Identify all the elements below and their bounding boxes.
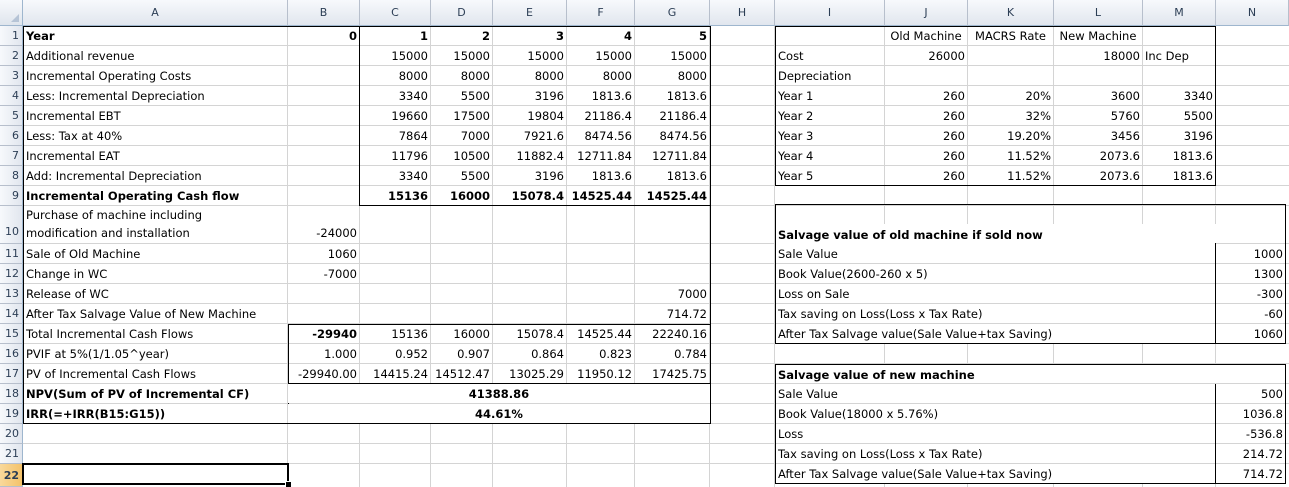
cell-g16[interactable]: 0.784: [674, 347, 707, 361]
column-header-e[interactable]: E: [493, 0, 567, 26]
cell-f3[interactable]: 8000: [602, 69, 632, 83]
pv-cash-flows-label[interactable]: PV of Incremental Cash Flows: [26, 367, 196, 381]
cell-c16[interactable]: 0.952: [395, 347, 428, 361]
cell-b12[interactable]: -7000: [323, 267, 357, 281]
cell-g5[interactable]: 21186.4: [659, 109, 707, 123]
column-header-h[interactable]: H: [710, 0, 775, 26]
cell-e16[interactable]: 0.864: [531, 347, 564, 361]
fill-handle[interactable]: [285, 481, 292, 487]
cell-f4[interactable]: 1813.6: [591, 89, 632, 103]
npv-label[interactable]: NPV(Sum of PV of Incremental CF): [26, 387, 250, 401]
column-header-b[interactable]: B: [288, 0, 360, 26]
year-5[interactable]: 5: [698, 29, 707, 43]
cell-e15[interactable]: 15078.4: [516, 327, 564, 341]
npv-value[interactable]: 41388.86: [288, 384, 710, 403]
row-header-19[interactable]: 19: [0, 404, 23, 424]
cell-c7[interactable]: 11796: [391, 149, 428, 163]
salvage-new-item-value[interactable]: 500: [1261, 387, 1283, 401]
cell-c2[interactable]: 15000: [391, 49, 428, 63]
row-header-12[interactable]: 12: [0, 264, 23, 284]
eat-label[interactable]: Incremental EAT: [26, 149, 120, 163]
cell-g2[interactable]: 15000: [670, 49, 707, 63]
depr-year4-label[interactable]: Year 4: [778, 149, 814, 163]
cell-d2[interactable]: 15000: [453, 49, 490, 63]
sale-old-machine-label[interactable]: Sale of Old Machine: [26, 247, 141, 261]
cell-e2[interactable]: 15000: [527, 49, 564, 63]
cell-f6[interactable]: 8474.56: [584, 129, 632, 143]
gridline: [774, 26, 775, 487]
cell-g9[interactable]: 14525.44: [646, 189, 707, 203]
cost-label[interactable]: Cost: [778, 49, 804, 63]
cell-g6[interactable]: 8474.56: [659, 129, 707, 143]
column-header-c[interactable]: C: [360, 0, 431, 26]
cell-d9[interactable]: 16000: [449, 189, 490, 203]
irr-value[interactable]: 44.61%: [288, 404, 710, 423]
depr-year5-rate[interactable]: 11.52%: [1007, 169, 1051, 183]
operating-cash-flow-label[interactable]: Incremental Operating Cash flow: [26, 189, 240, 203]
cell-d5[interactable]: 17500: [453, 109, 490, 123]
depr-year3-old[interactable]: 260: [943, 129, 965, 143]
row-header-8[interactable]: 8: [0, 166, 23, 186]
salvage-old-item-value[interactable]: 1060: [1253, 327, 1283, 341]
cell-c17[interactable]: 14415.24: [373, 367, 428, 381]
depr-year3-inc[interactable]: 3196: [1183, 129, 1213, 143]
cell-c4[interactable]: 3340: [398, 89, 428, 103]
row-header-2[interactable]: 2: [0, 46, 23, 66]
cell-e8[interactable]: 3196: [534, 169, 564, 183]
depr-year4-inc[interactable]: 1813.6: [1172, 149, 1213, 163]
purchase-label-line2[interactable]: modification and installation: [24, 224, 287, 243]
cell-g8[interactable]: 1813.6: [666, 169, 707, 183]
depr-year2-rate[interactable]: 32%: [1025, 109, 1051, 123]
depr-year5-label[interactable]: Year 5: [778, 169, 814, 183]
column-header-g[interactable]: G: [635, 0, 710, 26]
less-depreciation-label[interactable]: Less: Incremental Depreciation: [26, 89, 205, 103]
depr-year2-old[interactable]: 260: [943, 109, 965, 123]
selected-cell-a22[interactable]: [22, 463, 289, 485]
salvage-new-item-label[interactable]: Loss: [776, 424, 1216, 443]
row-header-21[interactable]: 21: [0, 444, 23, 464]
release-wc-label[interactable]: Release of WC: [26, 287, 109, 301]
salvage-new-item-value[interactable]: -536.8: [1245, 427, 1283, 441]
cell-f2[interactable]: 15000: [595, 49, 632, 63]
cell-g7[interactable]: 12711.84: [652, 149, 707, 163]
column-header-m[interactable]: M: [1143, 0, 1216, 26]
column-header-a[interactable]: A: [23, 0, 288, 26]
cell-f15[interactable]: 14525.44: [577, 327, 632, 341]
irr-label[interactable]: IRR(=+IRR(B15:G15)): [26, 407, 166, 421]
row-header-9[interactable]: 9: [0, 186, 23, 206]
depreciation-label[interactable]: Depreciation: [778, 69, 852, 83]
cell-c5[interactable]: 19660: [391, 109, 428, 123]
inc-dep-header[interactable]: Inc Dep: [1145, 49, 1189, 63]
salvage-old-item-value[interactable]: 1300: [1253, 267, 1283, 281]
depr-year4-old[interactable]: 260: [943, 149, 965, 163]
column-header-n[interactable]: N: [1216, 0, 1289, 26]
cell-b15[interactable]: -29940: [312, 327, 357, 341]
salvage-old-item-value[interactable]: -60: [1264, 307, 1283, 321]
add-depreciation-label[interactable]: Add: Incremental Depreciation: [26, 169, 202, 183]
cell-d6[interactable]: 7000: [460, 129, 490, 143]
cell-e17[interactable]: 13025.29: [509, 367, 564, 381]
cell-e9[interactable]: 15078.4: [511, 189, 564, 203]
cell-e4[interactable]: 3196: [534, 89, 564, 103]
row-header-5[interactable]: 5: [0, 106, 23, 126]
cell-f7[interactable]: 12711.84: [577, 149, 632, 163]
cell-f16[interactable]: 0.823: [599, 347, 632, 361]
row-header-10[interactable]: 10: [0, 206, 23, 244]
cell-d4[interactable]: 5500: [460, 89, 490, 103]
salvage-old-item-label[interactable]: Loss on Sale: [776, 284, 1216, 303]
salvage-old-item-value[interactable]: 1000: [1253, 247, 1283, 261]
row-header-4[interactable]: 4: [0, 86, 23, 106]
salvage-new-item-value[interactable]: 214.72: [1242, 447, 1283, 461]
ebt-label[interactable]: Incremental EBT: [26, 109, 121, 123]
salvage-old-item-label[interactable]: Sale Value: [776, 244, 1216, 263]
cell-c6[interactable]: 7864: [398, 129, 428, 143]
cell-d3[interactable]: 8000: [460, 69, 490, 83]
cell-f5[interactable]: 21186.4: [584, 109, 632, 123]
depr-year4-new[interactable]: 2073.6: [1099, 149, 1140, 163]
depr-year5-new[interactable]: 2073.6: [1099, 169, 1140, 183]
cell-d17[interactable]: 14512.47: [435, 367, 490, 381]
cell-e3[interactable]: 8000: [534, 69, 564, 83]
row-header-6[interactable]: 6: [0, 126, 23, 146]
year-label[interactable]: Year: [26, 29, 55, 43]
depr-year2-inc[interactable]: 5500: [1183, 109, 1213, 123]
column-header-k[interactable]: K: [968, 0, 1054, 26]
cost-new[interactable]: 18000: [1103, 49, 1140, 63]
depr-year2-label[interactable]: Year 2: [778, 109, 814, 123]
year-1[interactable]: 1: [419, 29, 428, 43]
depr-year3-rate[interactable]: 19.20%: [1007, 129, 1051, 143]
year-4[interactable]: 4: [623, 29, 632, 43]
depr-year1-inc[interactable]: 3340: [1183, 89, 1213, 103]
cell-c15[interactable]: 15136: [391, 327, 428, 341]
row-header-16[interactable]: 16: [0, 344, 23, 364]
salvage-new-item-value[interactable]: 1036.8: [1242, 407, 1283, 421]
depr-year3-new[interactable]: 3456: [1110, 129, 1140, 143]
cell-e7[interactable]: 11882.4: [516, 149, 564, 163]
cell-f17[interactable]: 11950.12: [577, 367, 632, 381]
salvage-old-item-label[interactable]: Tax saving on Loss(Loss x Tax Rate): [776, 304, 1216, 323]
column-header-j[interactable]: J: [885, 0, 968, 26]
depr-year5-old[interactable]: 260: [943, 169, 965, 183]
row-header-1[interactable]: 1: [0, 26, 23, 46]
cell-b17[interactable]: -29940.00: [297, 367, 357, 381]
depr-year1-label[interactable]: Year 1: [778, 89, 814, 103]
total-cash-flows-label[interactable]: Total Incremental Cash Flows: [26, 327, 194, 341]
salvage-new-item-label[interactable]: Sale Value: [776, 384, 1216, 403]
column-header-d[interactable]: D: [431, 0, 493, 26]
old-machine-header[interactable]: Old Machine: [890, 29, 962, 43]
depr-year1-rate[interactable]: 20%: [1025, 89, 1051, 103]
depr-year4-rate[interactable]: 11.52%: [1007, 149, 1051, 163]
row-header-17[interactable]: 17: [0, 364, 23, 384]
cell-b10[interactable]: -24000: [316, 226, 357, 240]
new-machine-header[interactable]: New Machine: [1059, 29, 1137, 43]
column-header-l[interactable]: L: [1054, 0, 1143, 26]
change-wc-label[interactable]: Change in WC: [26, 267, 108, 281]
purchase-label-line1[interactable]: Purchase of machine including: [24, 206, 287, 224]
after-tax-salvage-label[interactable]: After Tax Salvage Value of New Machine: [26, 307, 257, 321]
operating-costs-label[interactable]: Incremental Operating Costs: [26, 69, 192, 83]
depr-year3-label[interactable]: Year 3: [778, 129, 814, 143]
year-2[interactable]: 2: [481, 29, 490, 43]
row-header-11[interactable]: 11: [0, 244, 23, 264]
column-header-i[interactable]: I: [775, 0, 885, 26]
salvage-old-item-value[interactable]: -300: [1256, 287, 1283, 301]
row-header-14[interactable]: 14: [0, 304, 23, 324]
column-header-f[interactable]: F: [567, 0, 635, 26]
depr-year2-new[interactable]: 5760: [1110, 109, 1140, 123]
row-header-13[interactable]: 13: [0, 284, 23, 304]
cell-e6[interactable]: 7921.6: [523, 129, 564, 143]
row-header-22[interactable]: 22: [0, 464, 23, 487]
row-header-7[interactable]: 7: [0, 146, 23, 166]
salvage-new-item-label[interactable]: After Tax Salvage value(Sale Value+tax Saving): [776, 464, 1216, 483]
row-header-20[interactable]: 20: [0, 424, 23, 444]
row-header-18[interactable]: 18: [0, 384, 23, 404]
cell-b11[interactable]: 1060: [327, 247, 357, 261]
cell-c8[interactable]: 3340: [398, 169, 428, 183]
cell-g14[interactable]: 714.72: [666, 307, 707, 321]
pvif-label[interactable]: PVIF at 5%(1/1.05^year): [26, 347, 169, 361]
year-3[interactable]: 3: [555, 29, 564, 43]
cell-g17[interactable]: 17425.75: [652, 367, 707, 381]
depr-year5-inc[interactable]: 1813.6: [1172, 169, 1213, 183]
salvage-old-item-label[interactable]: After Tax Salvage value(Sale Value+tax Saving): [776, 324, 1216, 343]
year-0[interactable]: 0: [348, 29, 357, 43]
salvage-new-item-label[interactable]: Tax saving on Loss(Loss x Tax Rate): [776, 444, 1216, 463]
salvage-new-title[interactable]: Salvage value of new machine: [776, 365, 1216, 383]
cell-e5[interactable]: 19804: [527, 109, 564, 123]
cell-g13[interactable]: 7000: [677, 287, 707, 301]
cell-d15[interactable]: 16000: [453, 327, 490, 341]
cost-old[interactable]: 26000: [928, 49, 965, 63]
additional-revenue-label[interactable]: Additional revenue: [26, 49, 135, 63]
cell-g3[interactable]: 8000: [677, 69, 707, 83]
cell-c9[interactable]: 15136: [387, 189, 428, 203]
depr-year1-new[interactable]: 3600: [1110, 89, 1140, 103]
row-header-15[interactable]: 15: [0, 324, 23, 344]
row-header-3[interactable]: 3: [0, 66, 23, 86]
cell-c3[interactable]: 8000: [398, 69, 428, 83]
salvage-old-item-label[interactable]: Book Value(2600-260 x 5): [776, 264, 1216, 283]
salvage-old-title[interactable]: Salvage value of old machine if sold now: [776, 224, 1216, 244]
cell-f9[interactable]: 14525.44: [571, 189, 632, 203]
macrs-rate-header[interactable]: MACRS Rate: [975, 29, 1046, 43]
cell-b16[interactable]: 1.000: [324, 347, 357, 361]
salvage-new-item-label[interactable]: Book Value(18000 x 5.76%): [776, 404, 1216, 423]
cell-g4[interactable]: 1813.6: [666, 89, 707, 103]
salvage-new-item-value[interactable]: 714.72: [1242, 467, 1283, 481]
cell-d16[interactable]: 0.907: [457, 347, 490, 361]
cell-d7[interactable]: 10500: [453, 149, 490, 163]
cell-d8[interactable]: 5500: [460, 169, 490, 183]
tax-label[interactable]: Less: Tax at 40%: [26, 129, 123, 143]
cell-g15[interactable]: 22240.16: [652, 327, 707, 341]
depr-year1-old[interactable]: 260: [943, 89, 965, 103]
cell-f8[interactable]: 1813.6: [591, 169, 632, 183]
select-all-corner[interactable]: [0, 0, 23, 26]
